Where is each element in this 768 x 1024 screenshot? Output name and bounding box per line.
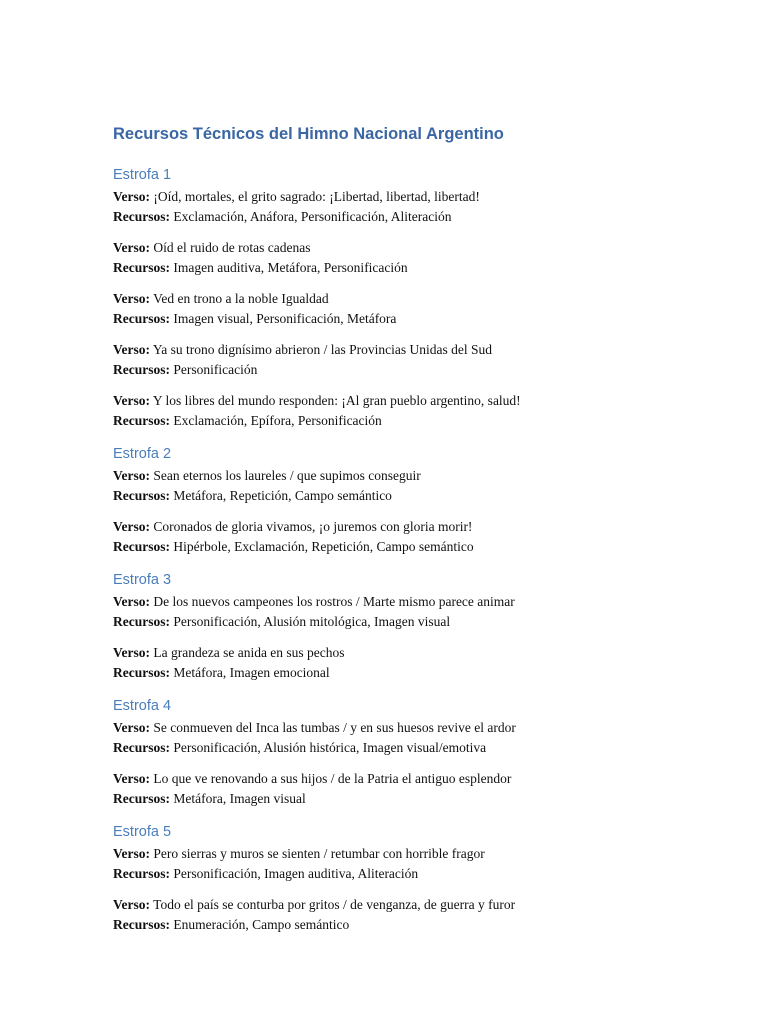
verse-label: Verso: <box>113 342 150 357</box>
verse-line <box>113 391 713 411</box>
verse-text: La grandeza se anida en sus pechos <box>153 645 345 660</box>
verse-entry <box>113 187 713 226</box>
resources-text: Hipérbole, Exclamación, Repetición, Campo semántico <box>173 538 474 554</box>
page-title: Recursos Técnicos del Himno Nacional Argentino <box>113 125 504 143</box>
resources-text: Imagen auditiva, Metáfora, Personificación <box>173 259 408 275</box>
verse-label: Verso: <box>113 897 150 912</box>
stanza-heading: Estrofa 4 <box>113 698 172 714</box>
verse-line <box>113 466 713 486</box>
verse-entry <box>113 238 713 277</box>
stanza-section <box>113 569 713 682</box>
stanza-heading: Estrofa 3 <box>113 572 172 588</box>
resources-label: Recursos: <box>113 739 170 755</box>
verse-line <box>113 844 713 864</box>
resources-line <box>113 207 713 227</box>
verse-line <box>113 238 713 258</box>
verse-text: Ya su trono dignísimo abrieron / las Provincias Unidas del Sud <box>152 342 492 357</box>
verse-label: Verso: <box>113 594 150 609</box>
stanza-heading: Estrofa 2 <box>113 446 172 462</box>
verse-line <box>113 895 713 915</box>
resources-text: Metáfora, Imagen emocional <box>173 664 330 680</box>
resources-text: Exclamación, Epífora, Personificación <box>173 412 382 428</box>
verse-entry <box>113 592 713 631</box>
resources-label: Recursos: <box>113 538 170 554</box>
verse-entry <box>113 895 713 934</box>
verse-entry <box>113 643 713 682</box>
verse-line <box>113 187 713 207</box>
verse-entry <box>113 289 713 328</box>
stanza-section <box>113 695 713 808</box>
verse-line <box>113 517 713 537</box>
verse-text: Lo que ve renovando a sus hijos / de la Patria el antiguo esplendor <box>153 771 512 786</box>
verse-line <box>113 718 713 738</box>
resources-label: Recursos: <box>113 259 170 275</box>
verse-line <box>113 340 713 360</box>
resources-text: Personificación, Alusión mitológica, Imagen visual <box>173 613 451 629</box>
verse-text: ¡Oíd, mortales, el grito sagrado: ¡Libertad, libertad, libertad! <box>153 189 480 204</box>
verse-entry <box>113 340 713 379</box>
verse-label: Verso: <box>113 771 150 786</box>
verse-text: Y los libres del mundo responden: ¡Al gran pueblo argentino, salud! <box>152 393 521 408</box>
verse-text: Se conmueven del Inca las tumbas / y en sus huesos revive el ardor <box>153 720 516 735</box>
stanza-list <box>113 164 713 934</box>
resources-label: Recursos: <box>113 664 170 680</box>
verse-label: Verso: <box>113 519 150 534</box>
verse-label: Verso: <box>113 291 150 306</box>
resources-label: Recursos: <box>113 310 170 326</box>
resources-text: Personificación <box>173 361 258 377</box>
verse-text: Ved en trono a la noble Igualdad <box>153 291 329 306</box>
verse-label: Verso: <box>113 189 150 204</box>
resources-line <box>113 663 713 683</box>
resources-line <box>113 612 713 632</box>
verse-entry <box>113 718 713 757</box>
resources-label: Recursos: <box>113 613 170 629</box>
resources-text: Metáfora, Imagen visual <box>173 790 306 806</box>
resources-label: Recursos: <box>113 412 170 428</box>
verse-label: Verso: <box>113 720 150 735</box>
verse-label: Verso: <box>113 240 150 255</box>
verse-line <box>113 643 713 663</box>
verse-text: Coronados de gloria vivamos, ¡o juremos con gloria morir! <box>153 519 473 534</box>
verse-label: Verso: <box>113 645 150 660</box>
resources-text: Enumeración, Campo semántico <box>173 916 350 932</box>
verse-entry <box>113 517 713 556</box>
resources-line <box>113 411 713 431</box>
verse-label: Verso: <box>113 846 150 861</box>
verse-entry <box>113 769 713 808</box>
resources-text: Exclamación, Anáfora, Personificación, Aliteración <box>173 208 452 224</box>
resources-label: Recursos: <box>113 865 170 881</box>
verse-text: Pero sierras y muros se sienten / retumbar con horrible fragor <box>153 846 485 861</box>
resources-text: Personificación, Imagen auditiva, Aliteración <box>173 865 419 881</box>
resources-label: Recursos: <box>113 208 170 224</box>
stanza-heading: Estrofa 1 <box>113 167 172 183</box>
resources-line <box>113 360 713 380</box>
resources-text: Metáfora, Repetición, Campo semántico <box>173 487 392 503</box>
stanza-section <box>113 821 713 934</box>
verse-entry <box>113 844 713 883</box>
resources-line <box>113 309 713 329</box>
resources-line <box>113 864 713 884</box>
stanza-heading: Estrofa 5 <box>113 824 172 840</box>
verse-entry <box>113 391 713 430</box>
verse-text: Sean eternos los laureles / que supimos conseguir <box>153 468 421 483</box>
resources-line <box>113 258 713 278</box>
verse-line <box>113 289 713 309</box>
verse-line <box>113 592 713 612</box>
verse-line <box>113 769 713 789</box>
resources-line <box>113 486 713 506</box>
resources-label: Recursos: <box>113 487 170 503</box>
verse-text: De los nuevos campeones los rostros / Marte mismo parece animar <box>153 594 515 609</box>
verse-text: Oíd el ruido de rotas cadenas <box>153 240 311 255</box>
document-page <box>113 122 713 947</box>
resources-text: Imagen visual, Personificación, Metáfora <box>173 310 397 326</box>
resources-line <box>113 915 713 935</box>
stanza-section <box>113 164 713 430</box>
resources-line <box>113 738 713 758</box>
verse-entry <box>113 466 713 505</box>
resources-line <box>113 789 713 809</box>
stanza-section <box>113 443 713 556</box>
resources-text: Personificación, Alusión histórica, Imagen visual/emotiva <box>173 739 487 755</box>
resources-label: Recursos: <box>113 361 170 377</box>
verse-text: Todo el país se conturba por gritos / de venganza, de guerra y furor <box>153 897 516 912</box>
resources-label: Recursos: <box>113 916 170 932</box>
verse-label: Verso: <box>113 468 150 483</box>
verse-label: Verso: <box>113 393 150 408</box>
resources-line <box>113 537 713 557</box>
resources-label: Recursos: <box>113 790 170 806</box>
